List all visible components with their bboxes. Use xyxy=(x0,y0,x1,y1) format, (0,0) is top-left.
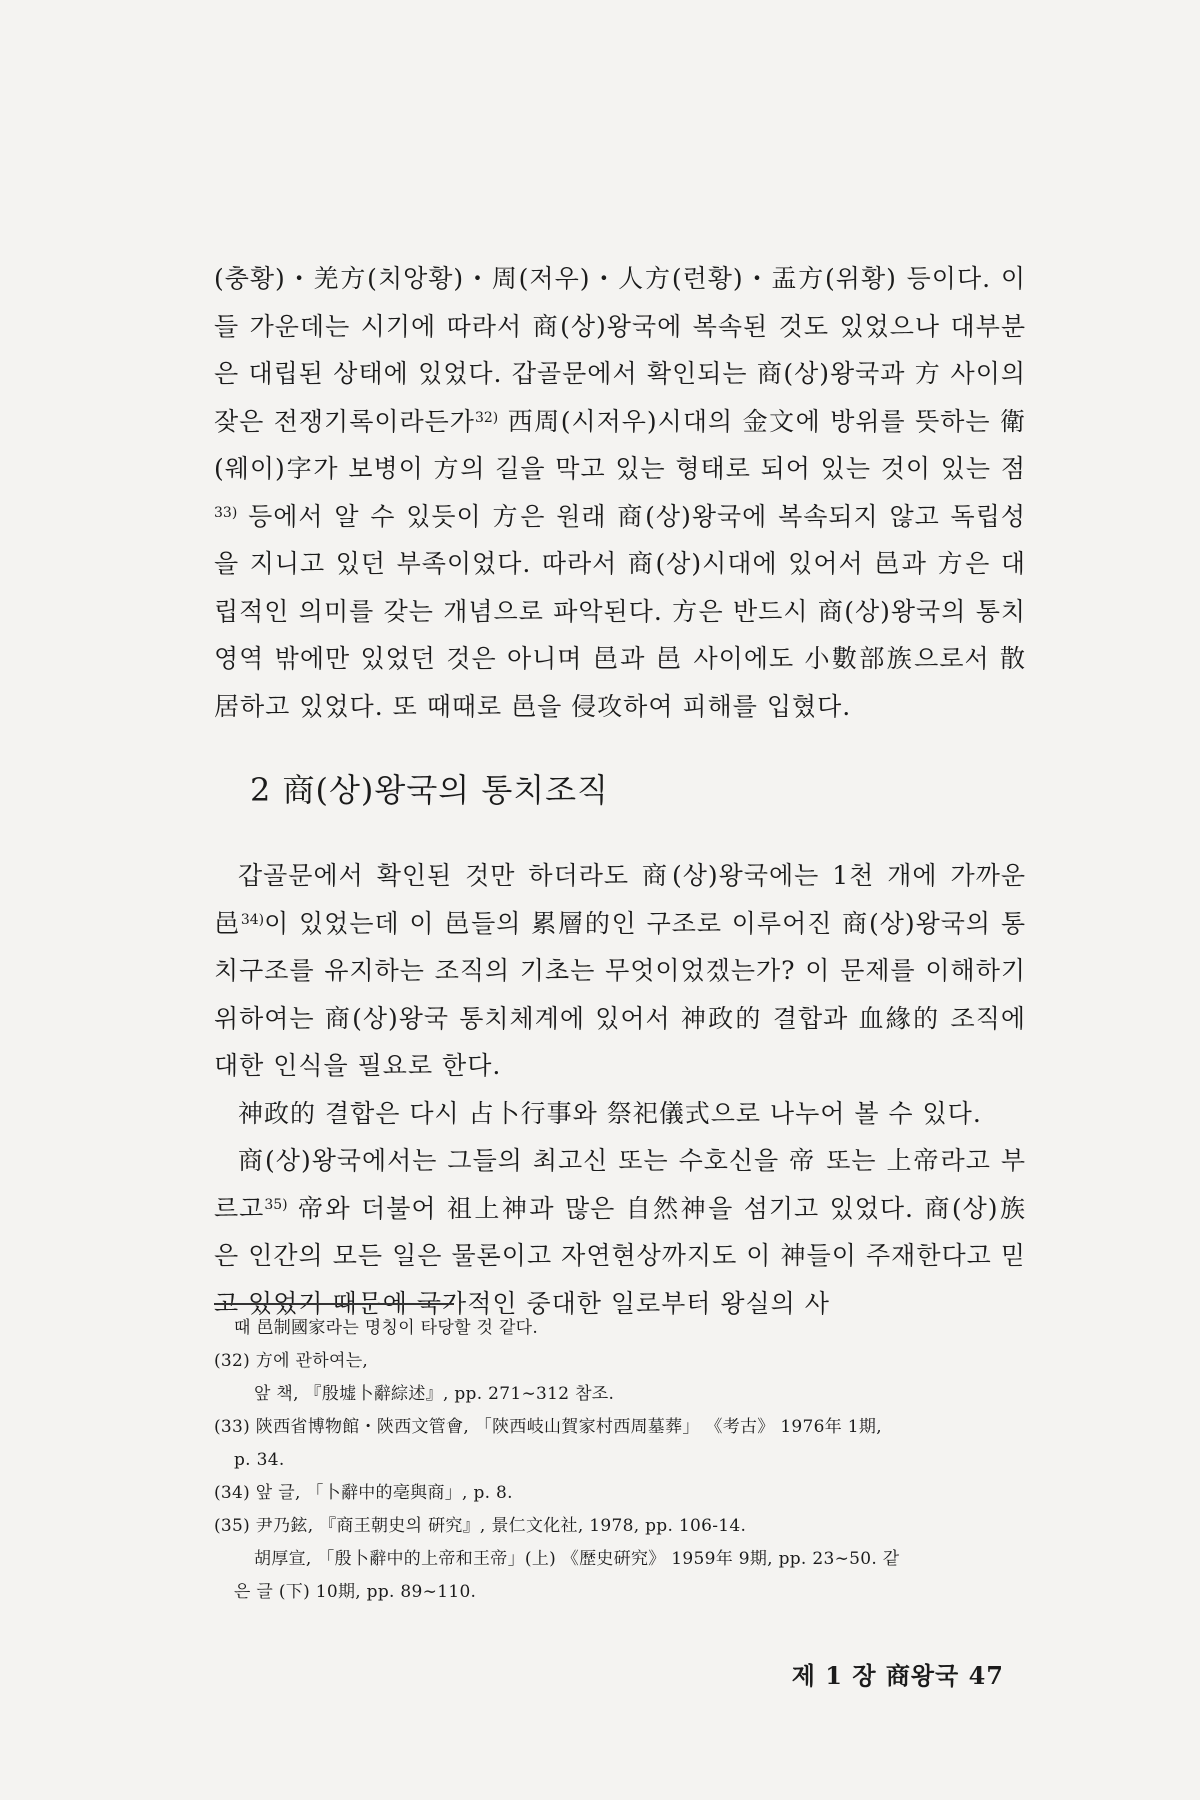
footnote-continued: 때 邑制國家라는 명칭이 타당할 것 같다. xyxy=(234,1318,539,1338)
footnotes xyxy=(214,1312,1026,1609)
footnote-divider xyxy=(214,1303,454,1305)
footnote-35-cont: 胡厚宣, 「殷卜辭中的上帝和王帝」(上) 《歷史硏究》 1959年 9期, pp. 23∼50. 같 xyxy=(254,1549,900,1569)
paragraph-2: 갑골문에서 확인된 것만 하더라도 商(상)왕국에는 1천 개에 가까운 邑$^{34)}$이 있었는데 이 邑들의 累層的인 구조로 이루어진 商(상)왕국의 통치구조를 유지하는 조직의 기초는 무엇이었겠는가? 이 문제를 이해하기 위하여는 商(상)왕국 통치체계에 있어서 神政的 결합과 血緣的 조직에 대한 인식을 필요로 한다. xyxy=(214,861,1026,1080)
footnote-ref-32: 32) xyxy=(474,409,499,426)
footnote-32: (32) 方에 관하여는, xyxy=(214,1351,369,1371)
footnote-ref-33: 33) xyxy=(214,504,238,521)
footnote-33-cont: p. 34. xyxy=(234,1450,285,1470)
paragraph-1: (충황)・羌方(치앙황)・周(저우)・人方(런황)・盂方(위황) 등이다. 이들 가운데는 시기에 따라서 商(상)왕국에 복속된 것도 있었으나 대부분은 대립된 상태에 있었다. 갑골문에서 확인되는 商(상)왕국과 方 사이의 잦은 전쟁기록이라든가$^{32)}$ 西周(시저우)시대의 金文에 방위를 뜻하는 衛(웨이)字가 보병이 方의 길을 막고 있는 형태로 되어 있는 것이 있는 점$^{33)}$ 등에서 알 수 있듯이 方은 원래 商(상)왕국에 복속되지 않고 독립성을 지니고 있던 부족이었다. 따라서 商(상)시대에 있어서 邑과 方은 대립적인 의미를 갖는 개념으로 파악된다. 方은 반드시 商(상)왕국의 통치영역 밖에만 있었던 것은 아니며 邑과 邑 사이에도 小數部族으로서 散居하고 있었다. 또 때때로 邑을 侵攻하여 피해를 입혔다. xyxy=(214,264,1026,721)
footnote-35-cont2: 은 글 (下) 10期, pp. 89∼110. xyxy=(234,1582,477,1602)
footnote-35: (35) 尹乃鉉, 『商王朝史의 硏究』, 景仁文化社, 1978, pp. 106-14. xyxy=(214,1516,747,1536)
body-text-section xyxy=(214,852,1026,1327)
body-text-top xyxy=(214,255,1026,730)
page-footer: 제 1 장 商왕국 47 xyxy=(791,1661,1004,1690)
footnote-ref-35: 35) xyxy=(264,1196,288,1213)
section-heading: 2 商(상)왕국의 통치조직 xyxy=(250,771,609,809)
footnote-32-cont: 앞 책, 『殷墟卜辭綜述』, pp. 271∼312 참조. xyxy=(254,1384,615,1404)
footnote-ref-34: 34) xyxy=(240,911,265,928)
footnote-34: (34) 앞 글, 「卜辭中的亳與商」, p. 8. xyxy=(214,1483,513,1503)
paragraph-3: 神政的 결합은 다시 占卜行事와 祭祀儀式으로 나누어 볼 수 있다. xyxy=(238,1098,982,1128)
paragraph-4: 商(상)왕국에서는 그들의 최고신 또는 수호신을 帝 또는 上帝라고 부르고$^{35)}$ 帝와 더불어 祖上神과 많은 自然神을 섬기고 있었다. 商(상)族은 인간의 모든 일은 물론이고 자연현상까지도 이 神들이 주재한다고 믿고 있었기 때문에 국가적인 중대한 일로부터 왕실의 사 xyxy=(214,1146,1026,1318)
footnote-33: (33) 陝西省博物館・陝西文管會, 「陝西岐山賀家村西周墓葬」 《考古》 1976年 1期, xyxy=(214,1417,882,1437)
